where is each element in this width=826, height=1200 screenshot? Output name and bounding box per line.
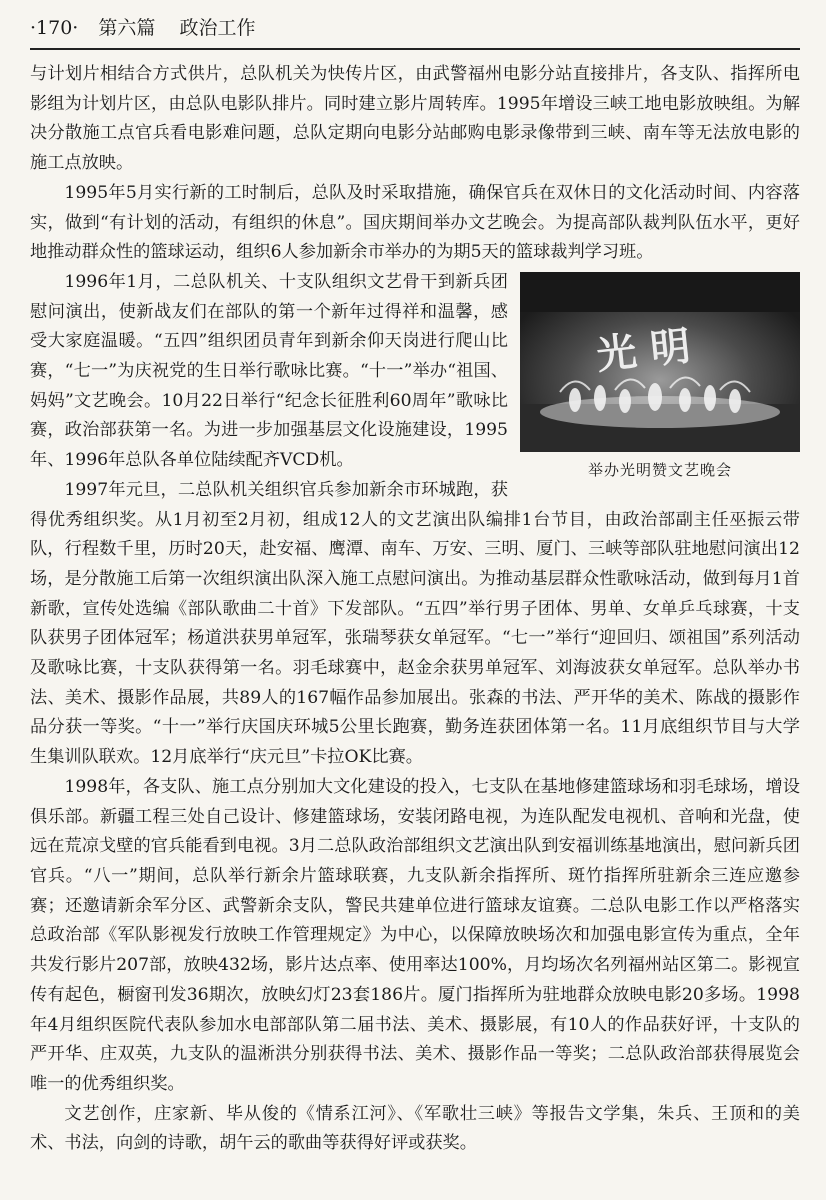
- paragraph: 与计划片相结合方式供片，总队机关为快传片区，由武警福州电影分站直接排片，各支队、指挥所电影组为计划片区，由总队电影队排片。同时建立影片周转库。1995年增设三峡工地电影放映组。为解决分散施工点官兵看电影难问题，总队定期向电影分站邮购电影录像带到三峡、南车等无法放电影的施工点放映。: [30, 64, 800, 174]
- stage-performance-photo: [520, 272, 800, 452]
- paragraph: 1998年，各支队、施工点分别加大文化建设的投入，七支队在基地修建篮球场和羽毛球场，增设俱乐部。新疆工程三处自己设计、修建篮球场，安装闭路电视，为连队配发电视机、音响和光盘，使远在荒凉戈壁的官兵能看到电视。3月二总队政治部组织文艺演出队到安福训练基地演出，慰问新兵团官兵。“八一”期间，总队举行新余片篮球联赛，九支队新余指挥所、斑竹指挥所驻新余三连应邀参赛；还邀请新余军分区、武警新余支队，警民共建单位进行篮球友谊赛。二总队电影工作以严格落实总政治部《军队影视发行放映工作管理规定》为中心，以保障放映场次和加强电影宣传为重点，全年共发行影片207部，放映432场，影片达点率、使用率达100%，月均场次名列福州站区第二。影视宣传有起色，橱窗刊发36期次，放映幻灯23套186片。厦门指挥所为驻地群众放映电影20多场。1998年4月组织医院代表队参加水电部部队第二届书法、美术、摄影展，有10人的作品获好评，十支队的严开华、庄双英，九支队的温淅洪分别获得书法、美术、摄影作品一等奖；二总队政治部获得展览会唯一的优秀组织奖。: [30, 776, 800, 1094]
- paragraph: 文艺创作，庄家新、毕从俊的《情系江河》、《军歌壮三峡》等报告文学集，朱兵、王顶和的美术、书法，向剑的诗歌，胡午云的歌曲等获得好评或获奖。: [30, 1103, 800, 1154]
- page-number: ·170·: [30, 17, 79, 39]
- photo-illustration: [520, 272, 800, 452]
- stage-banner-text: 光 明: [594, 322, 693, 379]
- paragraph: 1997年元旦，二总队机关组织官兵参加新余市环城跑，获得优秀组织奖。从1月初至2月初，组成12人的文艺演出队编排1台节目，由政治部副主任巫振云带队，行程数千里，历时20天，赴安福、鹰潭、南车、万安、三明、厦门、三峡等部队驻地慰问演出12场，是分散施工后第一次组织演出队深入施工点慰问演出。为推动基层群众性歌咏活动，做到每月1首新歌，宣传处选编《部队歌曲二十首》下发部队。“五四”举行男子团体、男单、女单乒乓球赛，十支队获男子团体冠军；杨道洪获男单冠军，张瑞琴获女单冠军。“七一”举行“迎回归、颂祖国”系列活动及歌咏比赛，十支队获得第一名。羽毛球赛中，赵金余获男单冠军、刘海波获女单冠军。总队举办书法、美术、摄影作品展，共89人的167幅作品参加展出。张森的书法、严开华的美术、陈战的摄影作品分获一等奖。“十一”举行庆国庆环城5公里长跑赛，勤务连获团体第一名。11月底组织节目与大学生集训队联欢。12月底举行“庆元旦”卡拉OK比赛。: [30, 479, 800, 768]
- photo-figure: [520, 272, 800, 490]
- body-text: [30, 60, 800, 1159]
- running-header: [30, 8, 800, 50]
- part-title: 第六篇: [98, 17, 156, 39]
- chapter-title: 政治工作: [179, 17, 256, 39]
- paragraph: 1995年5月实行新的工时制后，总队及时采取措施，确保官兵在双休日的文化活动时间、内容落实，做到“有计划的活动，有组织的休息”。国庆期间举办文艺晚会。为提高部队裁判队伍水平，更好地推动群众性的篮球运动，组织6人参加新余市举办的为期5天的篮球裁判学习班。: [30, 182, 800, 263]
- photo-caption: 举办光明赞文艺晚会: [587, 460, 732, 479]
- paragraph: 1996年1月，二总队机关、十支队组织文艺骨干到新兵团慰问演出，使新战友们在部队的第一个新年过得祥和温馨，感受大家庭温暖。“五四”组织团员青年到新余仰天岗进行爬山比赛，“七一”为庆祝党的生日举行歌咏比赛。“十一”举办“祖国、妈妈”文艺晚会。10月22日举行“纪念长征胜利60周年”歌咏比赛，政治部获第一名。为进一步加强基层文化设施建设，1995年、1996年总队各单位陆续配齐VCD机。: [30, 271, 508, 471]
